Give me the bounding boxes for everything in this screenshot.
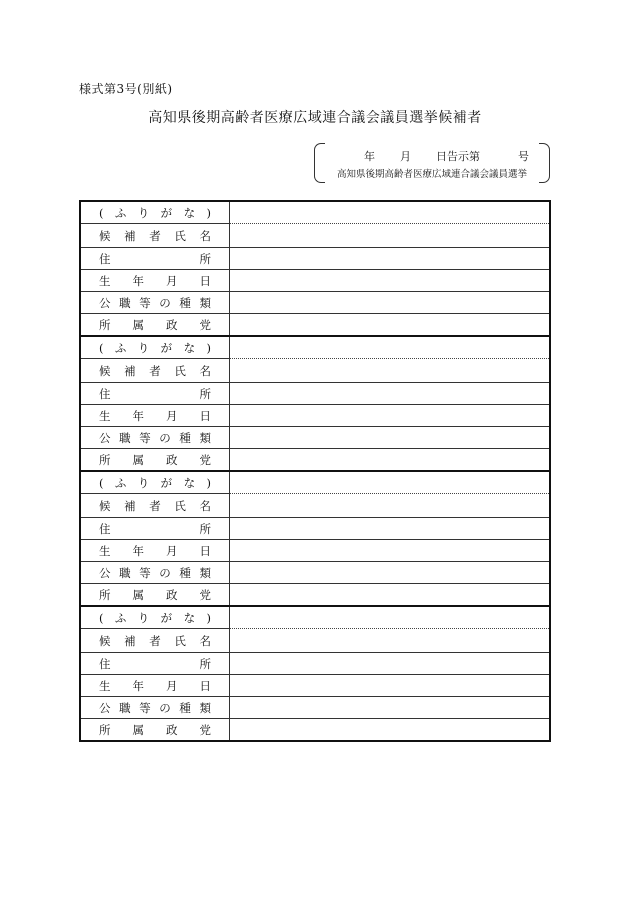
label-char: な (183, 475, 196, 490)
candidate-name-label-cell (80, 359, 230, 383)
label-char: 候 (99, 363, 111, 378)
day-notice-label: 日告示第 (436, 150, 480, 163)
label-char: 補 (124, 498, 136, 513)
label-char: 年 (132, 273, 144, 288)
candidate-1-candidate-name-row (80, 224, 550, 248)
address-label (81, 653, 229, 674)
label-char: ) (206, 610, 211, 625)
candidate-2-address-row (80, 383, 550, 405)
address-value-field[interactable] (230, 653, 551, 675)
label-char: 生 (99, 408, 111, 423)
party-label (81, 314, 229, 335)
label-char: 氏 (174, 498, 186, 513)
label-char: な (183, 205, 196, 220)
label-char: ふ (114, 205, 127, 220)
candidate-3-candidate-name-row (80, 494, 550, 518)
candidate-2-party-row (80, 449, 550, 472)
label-char: 類 (199, 565, 211, 580)
party-value-field[interactable] (230, 719, 551, 742)
label-char: 住 (99, 521, 111, 536)
label-char: 年 (132, 543, 144, 558)
furigana-value-field[interactable] (230, 471, 551, 494)
label-char: 種 (179, 565, 191, 580)
label-char: り (137, 205, 150, 220)
label-char: 属 (132, 722, 144, 737)
candidate-name-value-field[interactable] (230, 629, 551, 653)
candidate-name-value-field[interactable] (230, 494, 551, 518)
address-label (81, 248, 229, 269)
label-char: 住 (99, 656, 111, 671)
party-value-field[interactable] (230, 584, 551, 607)
label-char: 所 (199, 521, 211, 536)
label-char: が (160, 340, 173, 355)
notice-reference-box (314, 143, 550, 183)
birth-date-label-cell (80, 405, 230, 427)
notice-date-line (328, 148, 536, 162)
candidate-1-party-row (80, 314, 550, 337)
public-office-type-label (81, 427, 229, 448)
month-label: 月 (400, 150, 411, 163)
public-office-type-value-field[interactable] (230, 292, 551, 314)
birth-date-label (81, 675, 229, 696)
label-char: 属 (132, 452, 144, 467)
number-label: 号 (518, 150, 529, 163)
label-char: 政 (166, 452, 178, 467)
year-label: 年 (364, 150, 375, 163)
birth-date-label-cell (80, 540, 230, 562)
candidate-name-label-cell (80, 494, 230, 518)
birth-date-value-field[interactable] (230, 405, 551, 427)
label-char: 生 (99, 678, 111, 693)
label-char: 党 (199, 587, 211, 602)
public-office-type-label-cell (80, 562, 230, 584)
form-number: 様式第3号(別紙) (79, 82, 173, 96)
label-char: が (160, 205, 173, 220)
candidate-name-label (81, 494, 229, 517)
label-char: 氏 (174, 633, 186, 648)
label-char: 類 (199, 295, 211, 310)
candidate-3-address-row (80, 518, 550, 540)
party-label (81, 449, 229, 470)
candidate-4-party-row (80, 719, 550, 742)
address-value-field[interactable] (230, 518, 551, 540)
label-char: 候 (99, 498, 111, 513)
party-label-cell (80, 449, 230, 472)
furigana-label (81, 472, 229, 493)
address-value-field[interactable] (230, 383, 551, 405)
label-char: 所 (199, 386, 211, 401)
label-char: 類 (199, 430, 211, 445)
label-char: 所 (99, 452, 111, 467)
candidate-4-address-row (80, 653, 550, 675)
party-label (81, 584, 229, 605)
public-office-type-value-field[interactable] (230, 697, 551, 719)
label-char: 所 (199, 656, 211, 671)
party-value-field[interactable] (230, 449, 551, 472)
birth-date-label (81, 540, 229, 561)
party-label (81, 719, 229, 740)
party-label-cell (80, 314, 230, 337)
address-label (81, 383, 229, 404)
label-char: な (183, 340, 196, 355)
party-label-cell (80, 719, 230, 742)
candidate-2-birth-date-row (80, 405, 550, 427)
label-char: の (159, 430, 171, 445)
furigana-label-cell (80, 606, 230, 629)
address-label-cell (80, 383, 230, 405)
label-char: が (160, 610, 173, 625)
public-office-type-value-field[interactable] (230, 562, 551, 584)
label-char: ( (99, 205, 104, 220)
furigana-value-field[interactable] (230, 336, 551, 359)
document-title: 高知県後期高齢者医療広域連合議会議員選挙候補者 (148, 110, 482, 126)
label-char: ( (99, 340, 104, 355)
birth-date-label-cell (80, 270, 230, 292)
label-char: 等 (139, 295, 151, 310)
label-char: 政 (166, 587, 178, 602)
label-char: 党 (199, 317, 211, 332)
candidate-name-label (81, 224, 229, 247)
label-char: な (183, 610, 196, 625)
candidate-3-birth-date-row (80, 540, 550, 562)
label-char: 候 (99, 633, 111, 648)
label-char: 月 (166, 543, 178, 558)
public-office-type-label (81, 697, 229, 718)
candidate-4-birth-date-row (80, 675, 550, 697)
address-label-cell (80, 248, 230, 270)
label-char: の (159, 295, 171, 310)
label-char: ) (206, 475, 211, 490)
label-char: 等 (139, 700, 151, 715)
label-char: ( (99, 610, 104, 625)
furigana-label (81, 607, 229, 628)
label-char: 日 (199, 408, 211, 423)
candidate-4-furigana-row (80, 606, 550, 629)
label-char: 属 (132, 587, 144, 602)
public-office-type-label (81, 562, 229, 583)
candidate-4-public-office-type-row (80, 697, 550, 719)
label-char: 住 (99, 386, 111, 401)
label-char: 年 (132, 408, 144, 423)
address-label-cell (80, 653, 230, 675)
label-char: 党 (199, 722, 211, 737)
candidate-4-candidate-name-row (80, 629, 550, 653)
candidate-3-furigana-row (80, 471, 550, 494)
label-char: ふ (114, 475, 127, 490)
label-char: ) (206, 340, 211, 355)
candidate-name-label (81, 359, 229, 382)
furigana-label-cell (80, 471, 230, 494)
label-char: 氏 (174, 363, 186, 378)
candidate-3-party-row (80, 584, 550, 607)
label-char: り (137, 475, 150, 490)
label-char: 候 (99, 228, 111, 243)
candidate-name-label-cell (80, 224, 230, 248)
label-char: 職 (119, 700, 131, 715)
election-name: 高知県後期高齢者医療広域連合議会議員選挙 (336, 169, 527, 180)
label-char: 者 (149, 633, 161, 648)
label-char: 補 (124, 228, 136, 243)
label-char: 生 (99, 273, 111, 288)
label-char: 種 (179, 430, 191, 445)
public-office-type-label-cell (80, 697, 230, 719)
label-char: 月 (166, 678, 178, 693)
furigana-label (81, 337, 229, 358)
label-char: 名 (199, 498, 211, 513)
candidate-name-value-field[interactable] (230, 224, 551, 248)
label-char: 政 (166, 317, 178, 332)
public-office-type-value-field[interactable] (230, 427, 551, 449)
birth-date-value-field[interactable] (230, 540, 551, 562)
furigana-label (81, 202, 229, 223)
label-char: 所 (199, 251, 211, 266)
candidate-1-furigana-row (80, 201, 550, 224)
label-char: 月 (166, 408, 178, 423)
label-char: の (159, 565, 171, 580)
label-char: 種 (179, 700, 191, 715)
public-office-type-label-cell (80, 427, 230, 449)
label-char: 名 (199, 228, 211, 243)
label-char: ふ (114, 610, 127, 625)
label-char: 補 (124, 363, 136, 378)
label-char: り (137, 340, 150, 355)
label-char: 公 (99, 565, 111, 580)
label-char: 類 (199, 700, 211, 715)
label-char: 種 (179, 295, 191, 310)
candidate-2-candidate-name-row (80, 359, 550, 383)
label-char: 日 (199, 678, 211, 693)
label-char: 生 (99, 543, 111, 558)
label-char: 月 (166, 273, 178, 288)
label-char: 公 (99, 430, 111, 445)
candidate-3-public-office-type-row (80, 562, 550, 584)
label-char: ) (206, 205, 211, 220)
candidate-name-label (81, 629, 229, 652)
label-char: 所 (99, 317, 111, 332)
label-char: 住 (99, 251, 111, 266)
label-char: 政 (166, 722, 178, 737)
label-char: 職 (119, 430, 131, 445)
candidate-name-value-field[interactable] (230, 359, 551, 383)
candidate-2-public-office-type-row (80, 427, 550, 449)
label-char: ふ (114, 340, 127, 355)
birth-date-value-field[interactable] (230, 675, 551, 697)
label-char: 者 (149, 363, 161, 378)
label-char: 公 (99, 700, 111, 715)
label-char: 名 (199, 363, 211, 378)
label-char: 名 (199, 633, 211, 648)
label-char: 氏 (174, 228, 186, 243)
label-char: 属 (132, 317, 144, 332)
furigana-value-field[interactable] (230, 201, 551, 224)
candidate-1-birth-date-row (80, 270, 550, 292)
label-char: ( (99, 475, 104, 490)
label-char: が (160, 475, 173, 490)
furigana-label-cell (80, 336, 230, 359)
label-char: 年 (132, 678, 144, 693)
label-char: 等 (139, 565, 151, 580)
birth-date-value-field[interactable] (230, 270, 551, 292)
label-char: 所 (99, 722, 111, 737)
birth-date-label (81, 405, 229, 426)
birth-date-label (81, 270, 229, 291)
address-value-field[interactable] (230, 248, 551, 270)
label-char: 日 (199, 543, 211, 558)
public-office-type-label (81, 292, 229, 313)
label-char: 補 (124, 633, 136, 648)
label-char: 党 (199, 452, 211, 467)
furigana-label-cell (80, 201, 230, 224)
address-label (81, 518, 229, 539)
label-char: 者 (149, 498, 161, 513)
birth-date-label-cell (80, 675, 230, 697)
candidate-table (79, 200, 551, 742)
label-char: 等 (139, 430, 151, 445)
address-label-cell (80, 518, 230, 540)
label-char: 者 (149, 228, 161, 243)
public-office-type-label-cell (80, 292, 230, 314)
label-char: り (137, 610, 150, 625)
label-char: 所 (99, 587, 111, 602)
candidate-1-public-office-type-row (80, 292, 550, 314)
label-char: 職 (119, 295, 131, 310)
party-value-field[interactable] (230, 314, 551, 337)
label-char: の (159, 700, 171, 715)
candidate-1-address-row (80, 248, 550, 270)
label-char: 日 (199, 273, 211, 288)
furigana-value-field[interactable] (230, 606, 551, 629)
party-label-cell (80, 584, 230, 607)
candidate-name-label-cell (80, 629, 230, 653)
label-char: 職 (119, 565, 131, 580)
label-char: 公 (99, 295, 111, 310)
candidate-2-furigana-row (80, 336, 550, 359)
